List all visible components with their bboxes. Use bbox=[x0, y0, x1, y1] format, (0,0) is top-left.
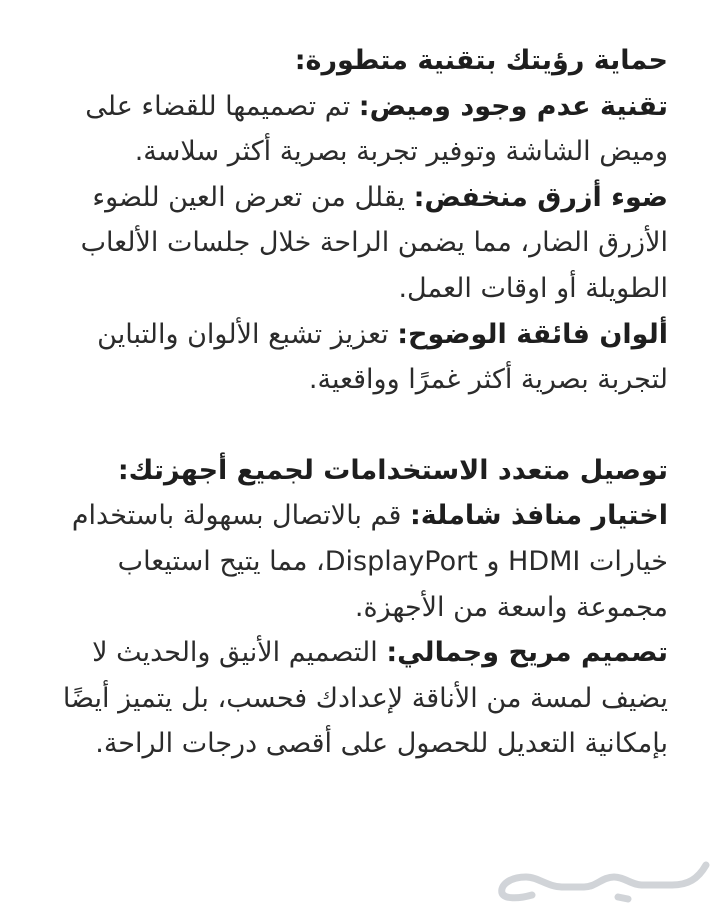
feature-ergonomic-design bbox=[46, 630, 668, 767]
haraj-watermark-logo bbox=[492, 855, 714, 903]
feature-flicker-free bbox=[46, 84, 668, 175]
feature-description: تم تصميمها للقضاء على وميض الشاشة وتوفير تجربة بصرية أكثر سلاسة. bbox=[85, 90, 668, 168]
feature-description: التصميم الأنيق والحديث لا يضيف لمسة من الأناقة لإعدادك فحسب، بل يتميز أيضًا بإمكانية التعديل للحصول على أقصى درجات الراحة. bbox=[62, 637, 668, 760]
feature-ultra-clear-colors bbox=[46, 312, 668, 403]
feature-ports bbox=[46, 493, 668, 630]
feature-term: تقنية عدم وجود وميض: bbox=[358, 90, 668, 122]
feature-description: قم بالاتصال بسهولة باستخدام خيارات HDMI و DisplayPort، مما يتيح استيعاب مجموعة واسعة من الأجهزة. bbox=[71, 500, 668, 623]
feature-description: تعزيز تشبع الألوان والتباين لتجربة بصرية أكثر غمرًا وواقعية. bbox=[97, 318, 668, 396]
section-heading-vision-protection: حماية رؤيتك بتقنية متطورة: bbox=[294, 45, 668, 76]
feature-description: يقلل من تعرض العين للضوء الأزرق الضار، مما يضمن الراحة خلال جلسات الألعاب الطويلة أو اوقات العمل. bbox=[80, 181, 668, 304]
section-spacer bbox=[46, 403, 668, 448]
feature-term: ألوان فائقة الوضوح: bbox=[397, 318, 668, 350]
feature-term: ضوء أزرق منخفض: bbox=[413, 181, 668, 213]
feature-low-blue-light bbox=[46, 175, 668, 312]
section-heading-connectivity: توصيل متعدد الاستخدامات لجميع أجهزتك: bbox=[117, 454, 668, 486]
document-body bbox=[46, 38, 668, 767]
feature-term: تصميم مريح وجمالي: bbox=[386, 637, 668, 669]
feature-term: اختيار منافذ شاملة: bbox=[410, 500, 668, 532]
